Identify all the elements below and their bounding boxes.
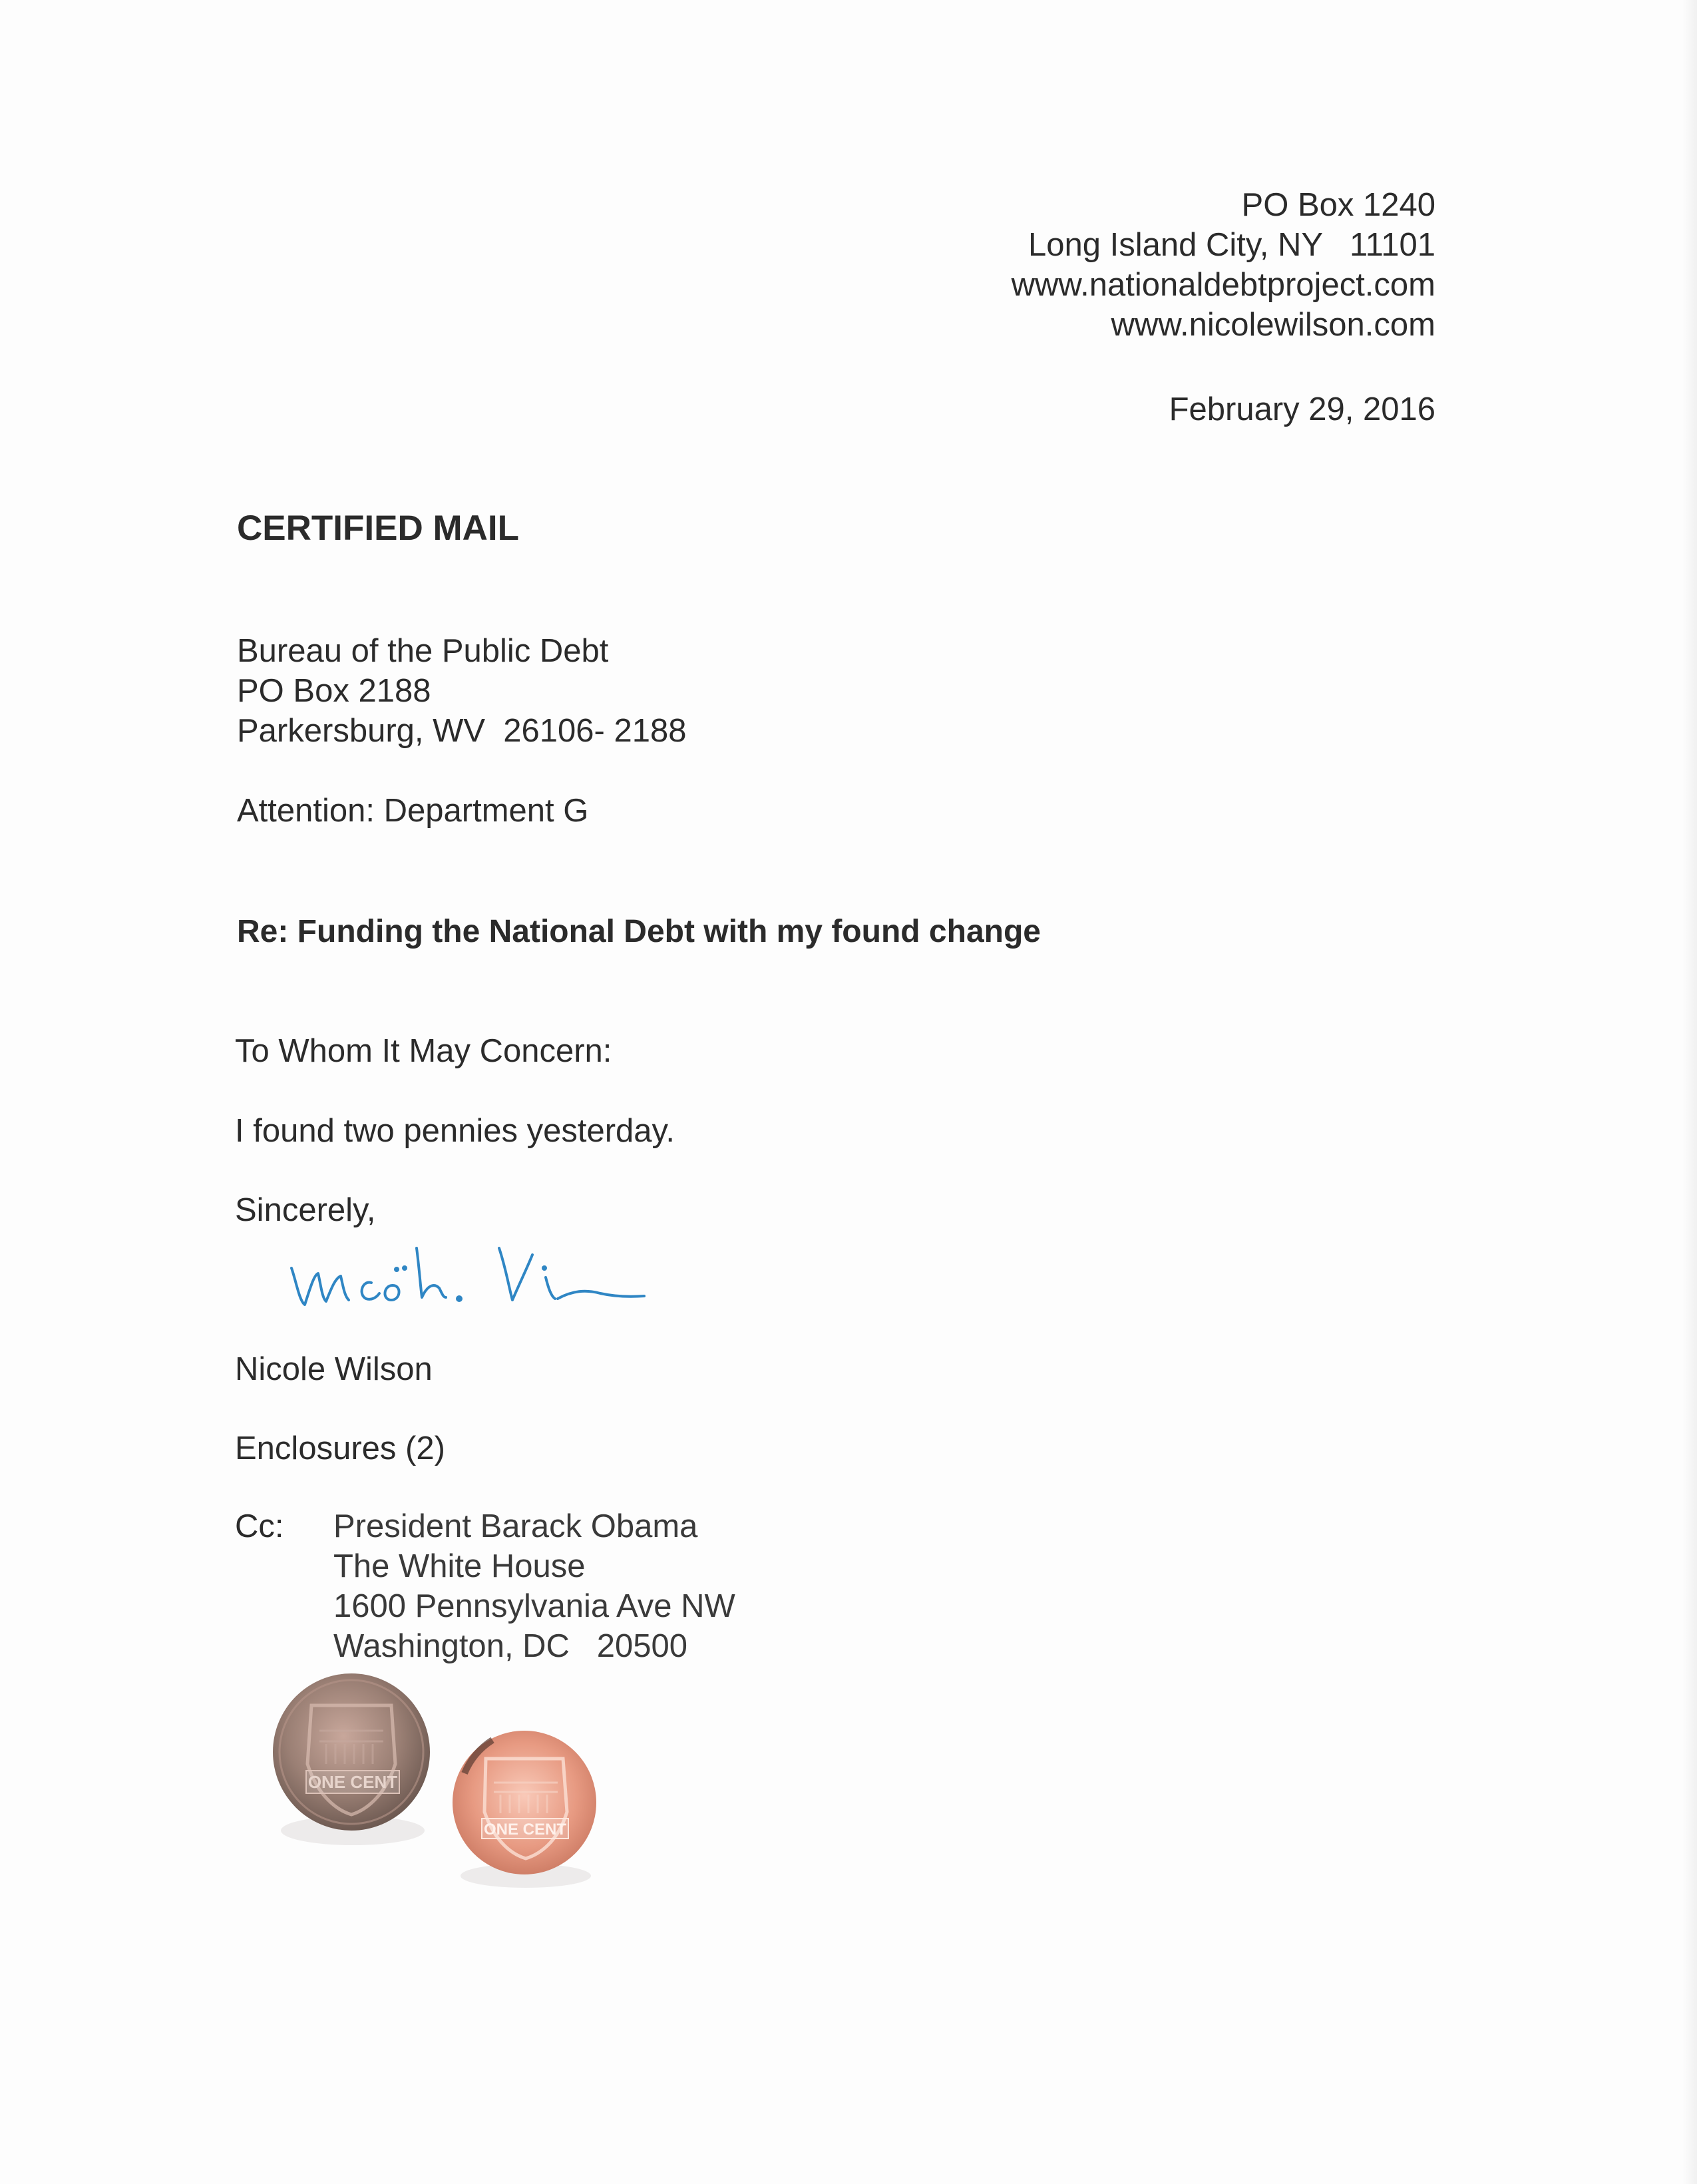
subject-line: Re: Funding the National Debt with my found change	[237, 914, 1041, 949]
recipient-name: Bureau of the Public Debt	[237, 633, 609, 669]
cc-line: President Barack Obama	[333, 1508, 698, 1544]
cc-line: The White House	[333, 1548, 586, 1584]
letter-date: February 29, 2016	[1169, 391, 1435, 427]
worn-penny-image	[265, 1664, 438, 1851]
cc-label: Cc:	[235, 1508, 284, 1544]
sender-address-block	[770, 185, 1435, 345]
cc-line: 1600 Pennsylvania Ave NW	[333, 1588, 735, 1624]
new-penny-text: ONE CENT	[483, 1821, 567, 1839]
handwritten-signature	[280, 1221, 665, 1328]
signer-name: Nicole Wilson	[235, 1351, 433, 1387]
mail-type-heading: CERTIFIED MAIL	[237, 509, 519, 548]
recipient-attention: Attention: Department G	[237, 793, 589, 829]
sender-city-line: Long Island City, NY 11101	[1028, 227, 1435, 263]
salutation: To Whom It May Concern:	[235, 1033, 612, 1069]
sender-po-box: PO Box 1240	[1241, 187, 1435, 223]
cc-line: Washington, DC 20500	[333, 1628, 688, 1664]
sender-website-1: www.nationaldebtproject.com	[1011, 267, 1435, 303]
new-penny-image	[445, 1721, 604, 1894]
recipient-po-box: PO Box 2188	[237, 673, 431, 709]
enclosures-note: Enclosures (2)	[235, 1430, 445, 1466]
recipient-city-line: Parkersburg, WV 26106- 2188	[237, 713, 687, 749]
scan-edge-shadow	[1682, 0, 1697, 2184]
sender-website-2: www.nicolewilson.com	[1111, 307, 1435, 343]
closing: Sincerely,	[235, 1192, 376, 1228]
cc-recipient-block	[333, 1506, 735, 1666]
recipient-address-block	[237, 631, 686, 751]
worn-penny-text: ONE CENT	[307, 1772, 398, 1792]
letter-body: I found two pennies yesterday.	[235, 1113, 675, 1149]
